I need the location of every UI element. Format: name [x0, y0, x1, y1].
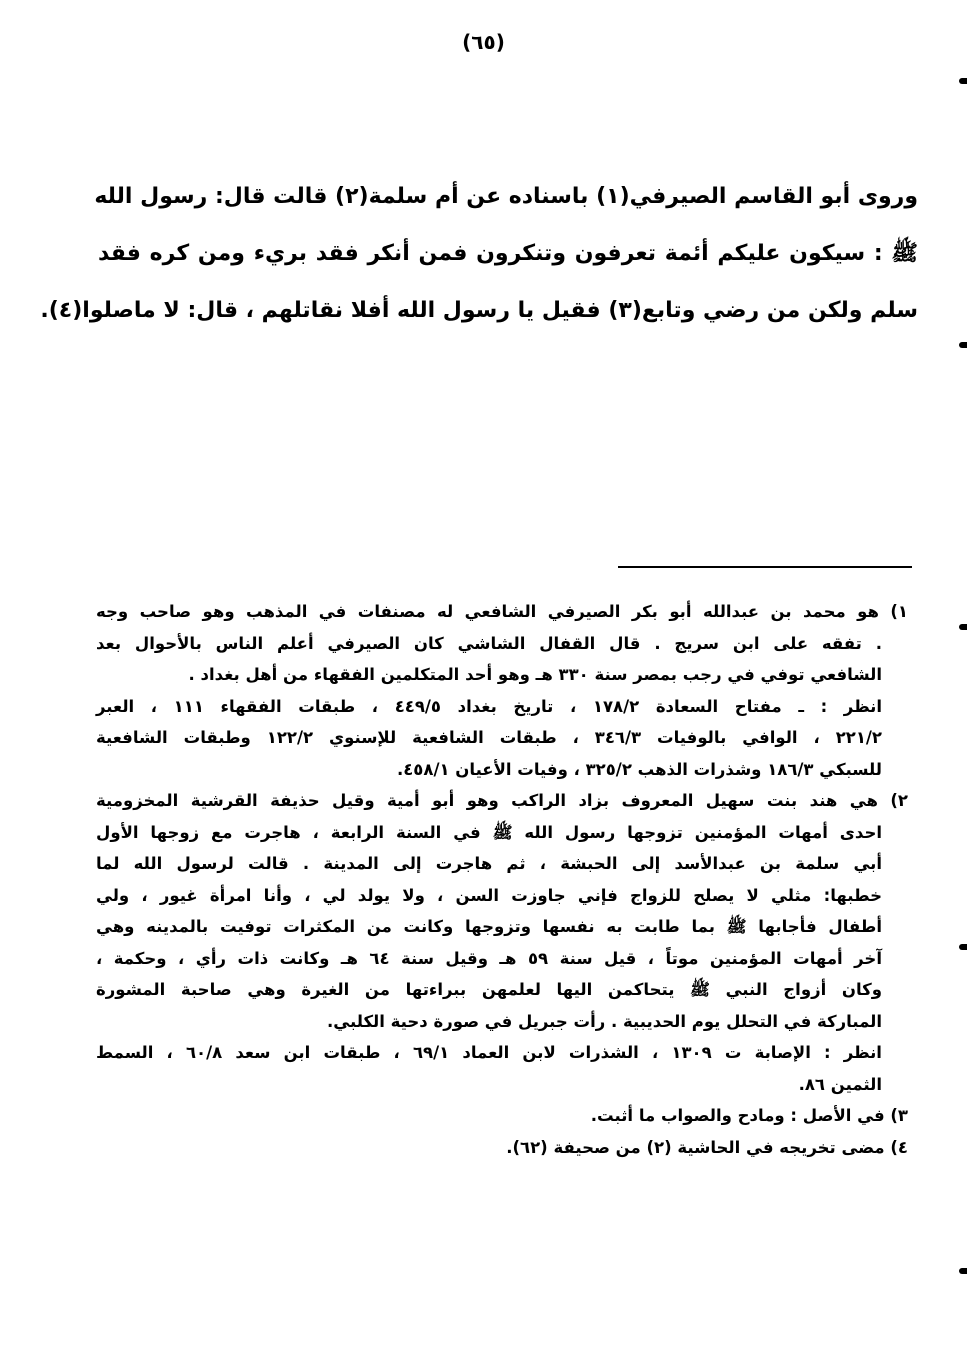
footnote-line: الثمين ٨٦.: [798, 1074, 882, 1094]
main-text-line: ﷺ : سيكون عليكم أئمة تعرفون وتنكرون فمن أنكر فقد بريء ومن كره فقد: [98, 241, 918, 266]
footnote-line: للسبكي ١٨٦/٣ وشذرات الذهب ٣٢٥/٢ ، وفيات الأعيان ٤٥٨/١.: [396, 759, 882, 779]
footnote-line: ٢٢١/٢ ، الوافي بالوفيات ٣٤٦/٣ ، طبقات الشافعية للإسنوي ١٢٢/٢ وطبقات الشافعية: [96, 728, 882, 747]
footnote-line: الشافعي توفي في رجب بمصر سنة ٣٣٠ هـ وهو أحد المتكلمين الفقهاء من أهل بغداد .: [188, 665, 882, 684]
footnote-separator: [618, 566, 912, 568]
footnote-line: أبي سلمة بن عبدالأسد إلى الحبشة ، ثم هاجرت إلى المدينة . قالت لرسول الله لما: [96, 854, 882, 873]
footnote-line: انظر : الإصابة ت ١٣٠٩ ، الشذرات لابن العماد ٦٩/١ ، طبقات ابن سعد ٦٠/٨ ، السمط: [96, 1043, 882, 1062]
footnote-line: خطبها: مثلي لا يصلح للزواج فإني جاوزت السن ، ولا يولد لي ، وأنا امرأة غيور ، ولي: [96, 885, 882, 905]
footnote-line: انظر : ـ مفتاح السعادة ١٧٨/٢ ، تاريخ بغداد ٤٤٩/٥ ، طبقات الفقهاء ١١١ ، العبر: [96, 696, 882, 716]
footnote-line: أطفال فأجابها ﷺ بما طابت به نفسها وتزوجها وكانت من المكثرات توفيت بالمدينه وهي: [96, 917, 882, 936]
footnote-line: المباركة في التحلل يوم الحديبية . رأت جبريل في صورة دحية الكلبي.: [327, 1011, 882, 1031]
page-number: (٦٥): [462, 30, 505, 54]
footnote-line: ٢) هي هند بنت سهيل المعروف بزاد الراكب وهو أبو أمية وقيل حذيفة القرشية المخزومية: [96, 791, 908, 810]
footnote-line: ١) هو محمد بن عبدالله أبو بكر الصيرفي الشافعي له مصنفات في المذهب وهو صاحب وجه: [96, 602, 908, 621]
margin-mark: [959, 944, 967, 950]
margin-mark: [959, 78, 967, 84]
margin-mark: [959, 1268, 967, 1274]
footnote-line: ٤) مضى تخريجه في الحاشية (٢) من صحيفة (٦٢).: [506, 1137, 908, 1157]
footnote-line: وكان أزواج النبي ﷺ يتحاكمن اليها لعلمهن ببراءتها من الغيرة وهي صاحبة المشورة: [96, 980, 882, 999]
footnote-line: احدى أمهات المؤمنين تزوجها رسول الله ﷺ في السنة الرابعة ، هاجرت مع زوجها الأول: [96, 822, 882, 842]
main-text-line: سلم ولكن من رضي وتابع(٣) فقيل يا رسول الله أفلا نقاتلهم ، قال: لا ماصلوا(٤).: [40, 298, 918, 323]
footnote-line: ٣) في الأصل : ومادح والصواب ما أثبت.: [590, 1106, 908, 1125]
footnote-line: . تفقه على ابن سريج . قال القفال الشاشي كان الصيرفي أعلم الناس بالأحوال بعد: [96, 633, 882, 653]
margin-mark: [959, 342, 967, 348]
main-text: [40, 168, 918, 339]
margin-mark: [959, 624, 967, 630]
footnote-line: آخر أمهات المؤمنين موتاً ، قيل سنة ٥٩ هـ وقيل سنة ٦٤ هـ وكانت ذات رأي ، وحكمة ،: [96, 948, 882, 968]
footnotes: [96, 596, 908, 1163]
main-text-line: وروى أبو القاسم الصيرفي(١) باسناده عن أم سلمة(٢) قالت قال: رسول الله: [94, 184, 918, 209]
